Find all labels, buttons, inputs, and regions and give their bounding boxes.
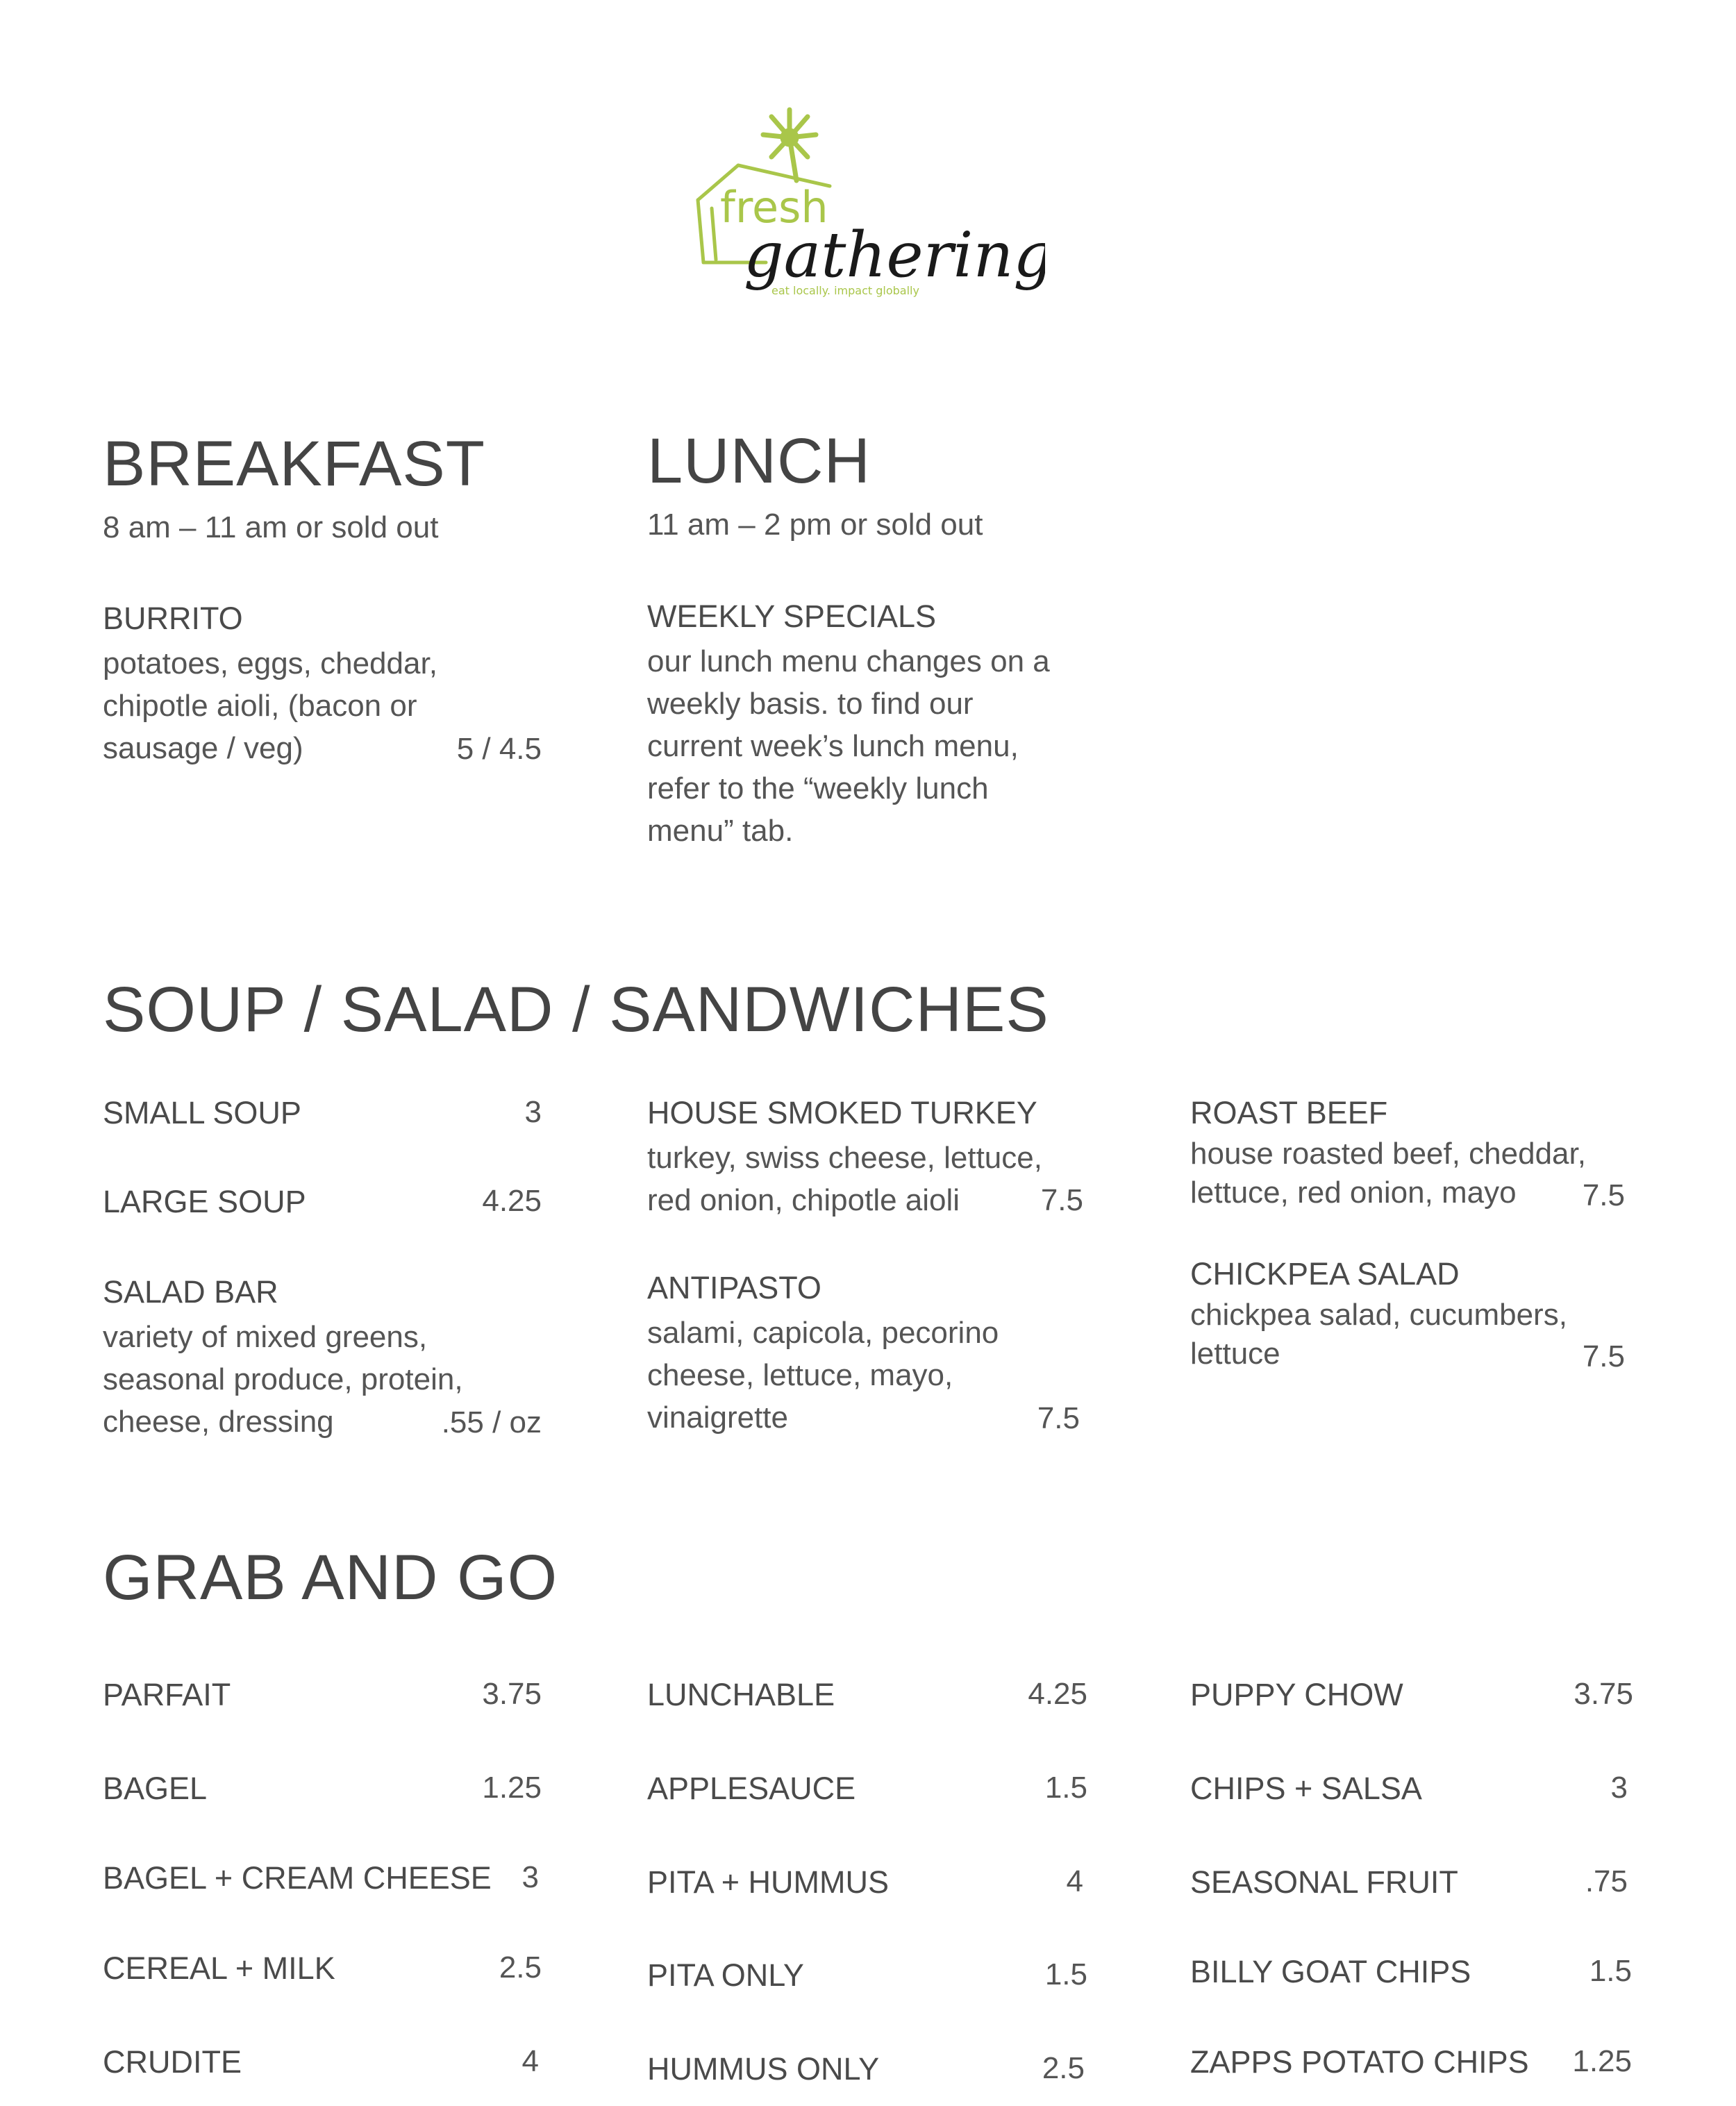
desc-line: cheese, dressing: [103, 1405, 334, 1439]
item-price: 2.5: [499, 1950, 542, 1984]
item-name: PUPPY CHOW: [1190, 1677, 1403, 1712]
menu-item-salad-bar-name: SALAD BAR: [103, 1274, 278, 1310]
menu-item-roast-beef-price: 7.5: [1582, 1178, 1625, 1212]
fresh-gatherings-logo: [684, 104, 1045, 312]
menu-item-salad-bar-price: .55 / oz: [441, 1405, 542, 1439]
desc-line: menu” tab.: [647, 814, 794, 848]
desc-line: refer to the “weekly lunch: [647, 771, 989, 805]
item-price: 3: [521, 1860, 539, 1894]
breakfast-hours: 8 am – 11 am or sold out: [103, 510, 439, 544]
menu-item-burrito-name: BURRITO: [103, 601, 243, 636]
menu-item-parfait: [103, 1679, 542, 1721]
menu-item-crudite: [103, 2046, 539, 2088]
desc-line: sausage / veg): [103, 731, 303, 765]
desc-line: lettuce: [1190, 1337, 1280, 1371]
item-price: 3.75: [482, 1677, 542, 1711]
menu-item-antipasto-desc: [647, 1312, 999, 1439]
desc-line: red onion, chipotle aioli: [647, 1183, 960, 1217]
item-price: 2.5: [1042, 2051, 1085, 2085]
menu-item-house-smoked-turkey-desc: [647, 1137, 1042, 1221]
menu-item-bagel-cream-cheese: [103, 1862, 539, 1904]
menu-item-hummus-only: [647, 2053, 1085, 2095]
menu-item-pita-only: [647, 1959, 1087, 2001]
logo-word-fresh: fresh: [720, 182, 828, 233]
menu-item-weekly-specials-desc: [647, 640, 1050, 852]
menu-item-chips-salsa: [1190, 1773, 1628, 1814]
menu-item-seasonal-fruit: [1190, 1866, 1628, 1908]
item-name: BAGEL + CREAM CHEESE: [103, 1860, 492, 1896]
item-name: PARFAIT: [103, 1677, 231, 1712]
logo-tagline: eat locally. impact globally: [771, 284, 919, 297]
item-name: APPLESAUCE: [647, 1771, 856, 1806]
item-price: .75: [1585, 1864, 1628, 1898]
desc-line: salami, capicola, pecorino: [647, 1316, 999, 1350]
menu-item-small-soup: [103, 1097, 542, 1139]
menu-item-burrito-desc: [103, 642, 437, 769]
item-name: CRUDITE: [103, 2044, 242, 2080]
desc-line: variety of mixed greens,: [103, 1320, 428, 1354]
item-price: 4: [521, 2044, 539, 2078]
menu-item-zapps-potato-chips: [1190, 2046, 1632, 2088]
item-name: SMALL SOUP: [103, 1095, 301, 1130]
desc-line: our lunch menu changes on a: [647, 644, 1050, 678]
item-price: 1.5: [1589, 1954, 1632, 1988]
menu-item-large-soup: [103, 1186, 542, 1228]
item-price: 4.25: [482, 1184, 542, 1218]
menu-item-antipasto-name: ANTIPASTO: [647, 1270, 821, 1305]
menu-item-puppy-chow: [1190, 1679, 1633, 1721]
item-price: 3: [524, 1095, 542, 1129]
item-name: PITA + HUMMUS: [647, 1864, 889, 1900]
item-name: CEREAL + MILK: [103, 1950, 335, 1986]
desc-line: cheese, lettuce, mayo,: [647, 1358, 953, 1392]
menu-item-antipasto-price: 7.5: [1037, 1401, 1080, 1435]
desc-line: current week’s lunch menu,: [647, 729, 1019, 763]
item-price: 3: [1610, 1771, 1628, 1805]
desc-line: vinaigrette: [647, 1401, 789, 1435]
item-price: 1.25: [482, 1771, 542, 1805]
menu-item-chickpea-salad-desc: [1190, 1296, 1567, 1373]
item-name: BILLY GOAT CHIPS: [1190, 1954, 1471, 1989]
menu-item-chickpea-salad-name: CHICKPEA SALAD: [1190, 1256, 1460, 1292]
menu-item-weekly-specials-name: WEEKLY SPECIALS: [647, 599, 937, 634]
desc-line: turkey, swiss cheese, lettuce,: [647, 1141, 1042, 1175]
menu-item-burrito-price: 5 / 4.5: [456, 732, 542, 766]
lunch-hours: 11 am – 2 pm or sold out: [647, 508, 983, 542]
soup-salad-sandwiches-title: SOUP / SALAD / SANDWICHES: [103, 974, 1049, 1045]
menu-item-billy-goat-chips: [1190, 1956, 1632, 1998]
item-name: ZAPPS POTATO CHIPS: [1190, 2044, 1529, 2080]
menu-item-house-smoked-turkey-price: 7.5: [1040, 1183, 1083, 1217]
desc-line: lettuce, red onion, mayo: [1190, 1176, 1517, 1210]
menu-item-roast-beef-desc: [1190, 1135, 1586, 1212]
desc-line: potatoes, eggs, cheddar,: [103, 646, 437, 680]
item-price: 4: [1066, 1864, 1083, 1898]
item-price: 1.25: [1572, 2044, 1632, 2078]
logo-mark-icon: [684, 104, 1045, 312]
menu-item-pita-hummus: [647, 1866, 1083, 1908]
desc-line: chipotle aioli, (bacon or: [103, 689, 417, 723]
menu-item-house-smoked-turkey-name: HOUSE SMOKED TURKEY: [647, 1095, 1037, 1130]
item-price: 3.75: [1574, 1677, 1633, 1711]
menu-item-lunchable: [647, 1679, 1087, 1721]
menu-item-roast-beef-name: ROAST BEEF: [1190, 1095, 1388, 1130]
menu-item-bagel: [103, 1773, 542, 1814]
desc-line: seasonal produce, protein,: [103, 1362, 463, 1396]
item-price: 1.5: [1044, 1957, 1087, 1991]
desc-line: weekly basis. to find our: [647, 687, 974, 721]
menu-item-applesauce: [647, 1773, 1087, 1814]
desc-line: chickpea salad, cucumbers,: [1190, 1298, 1567, 1332]
item-name: LARGE SOUP: [103, 1184, 306, 1219]
item-name: SEASONAL FRUIT: [1190, 1864, 1458, 1900]
item-price: 4.25: [1028, 1677, 1087, 1711]
breakfast-title: BREAKFAST: [103, 428, 485, 499]
lunch-title: LUNCH: [647, 426, 871, 496]
item-name: LUNCHABLE: [647, 1677, 835, 1712]
item-name: PITA ONLY: [647, 1957, 804, 1993]
logo-word-gatherings: gatherin: [744, 219, 1014, 292]
grab-and-go-title: GRAB AND GO: [103, 1542, 558, 1613]
item-name: BAGEL: [103, 1771, 208, 1806]
item-name: CHIPS + SALSA: [1190, 1771, 1422, 1806]
menu-item-chickpea-salad-price: 7.5: [1582, 1339, 1625, 1373]
item-price: 1.5: [1044, 1771, 1087, 1805]
menu-item-cereal-milk: [103, 1950, 542, 1994]
item-name: HUMMUS ONLY: [647, 2051, 880, 2087]
desc-line: house roasted beef, cheddar,: [1190, 1137, 1586, 1171]
